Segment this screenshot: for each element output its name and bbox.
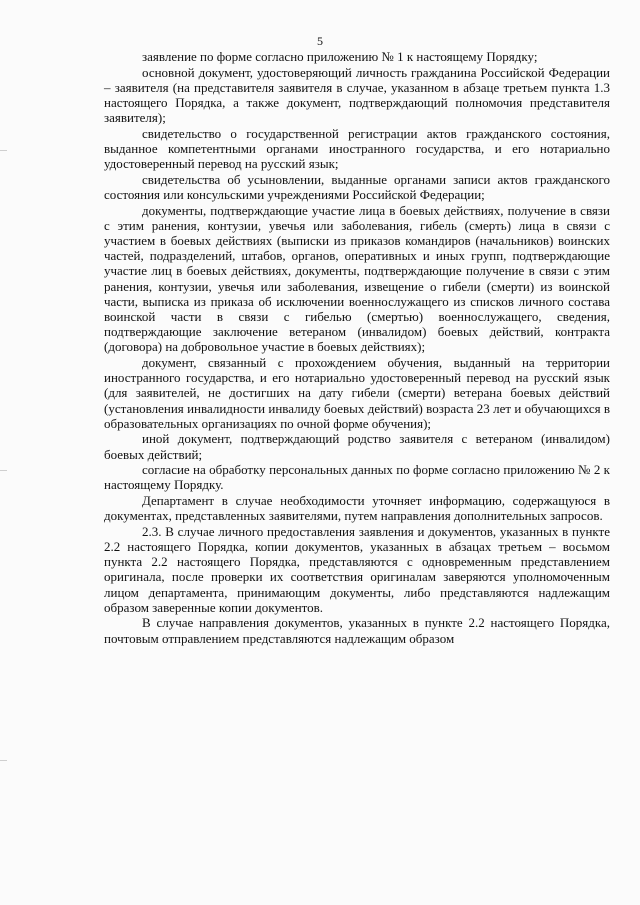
paragraph-application: заявление по форме согласно приложению № 1 к настоящему Порядку; — [142, 49, 538, 64]
scan-edge-mark — [0, 150, 7, 151]
paragraph-identity-document: основной документ, удостоверяющий личность гражданина Российской Федерации – заявителя (на представителя заявителя в случае, указанном в абзаце третьем пункта 1.3 настоящего Порядка, а также документ, подтверждающий полномочия представителя заявителя); — [104, 64, 610, 126]
paragraph-section-2-3: 2.3. В случае личного предоставления заявления и документов, указанных в пункте 2.2 настоящего Порядка, копии документов, указанных в абзацах третьем – восьмом пункта 2.2 настоящего Порядка, представляются с одновременным представлением оригинала, после проверки их соответствия оригиналам заверяются уполномоченным лицом департамента, принимающим документы, либо представляются надлежащим образом заверенные копии документов. — [104, 523, 610, 615]
paragraph-adoption-certificates: свидетельства об усыновлении, выданные органами записи актов гражданского состояния или консульскими учреждениями Российской Федерации; — [104, 171, 610, 202]
scan-edge-mark — [0, 470, 7, 471]
paragraph-kinship-document: иной документ, подтверждающий родство заявителя с ветераном (инвалидом) боевых действий; — [104, 431, 610, 462]
paragraph-department-clarifies: Департамент в случае необходимости уточняет информацию, содержащуюся в документах, представленных заявителями, путем направления дополнительных запросов. — [104, 493, 610, 524]
scan-edge-mark — [0, 760, 7, 761]
paragraph-combat-documents: документы, подтверждающие участие лица в боевых действиях, получение в связи с этим ранения, контузии, увечья или заболевания, гибель (смерть) лица в связи с участием в боевых действиях (выписки из приказов командиров (начальников) воинских частей, подразделений, штабов, органов, оперативных и иных групп, подтверждающие участие лиц в боевых действиях, документы, подтверждающие получение в связи с этим ранения, контузии, увечья или заболевания, извещение о гибели (смерти) из воинской части, выписка из приказа об исключении военнослужащего из списков личного состава воинской части в связи с гибелью (смертью) военнослужащего, сведения, подтверждающие заключение ветераном (инвалидом) боевых действий, контракта (договора) на добровольное участие в боевых действиях); — [104, 202, 610, 355]
paragraph-education-document: документ, связанный с прохождением обучения, выданный на территории иностранного государства, и его нотариально удостоверенный перевод на русский язык (для заявителей, не достигших на дату гибели (смерти) ветерана боевых действий (установления инвалидности инвалиду боевых действий) возраста 23 лет и обучающихся в образовательных организациях по очной форме обучения); — [104, 355, 610, 431]
paragraph-data-consent: согласие на обработку персональных данных по форме согласно приложению № 2 к настоящему Порядку. — [104, 462, 610, 493]
paragraph-civil-registration: свидетельство о государственной регистрации актов гражданского состояния, выданное компетентными органами иностранного государства, и его нотариально удостоверенный перевод на русский язык; — [104, 125, 610, 172]
document-body — [104, 49, 610, 646]
paragraph-postal-submission: В случае направления документов, указанных в пункте 2.2 настоящего Порядка, почтовым отправлением представляются надлежащим образом — [104, 615, 610, 646]
page-number: 5 — [317, 34, 323, 48]
